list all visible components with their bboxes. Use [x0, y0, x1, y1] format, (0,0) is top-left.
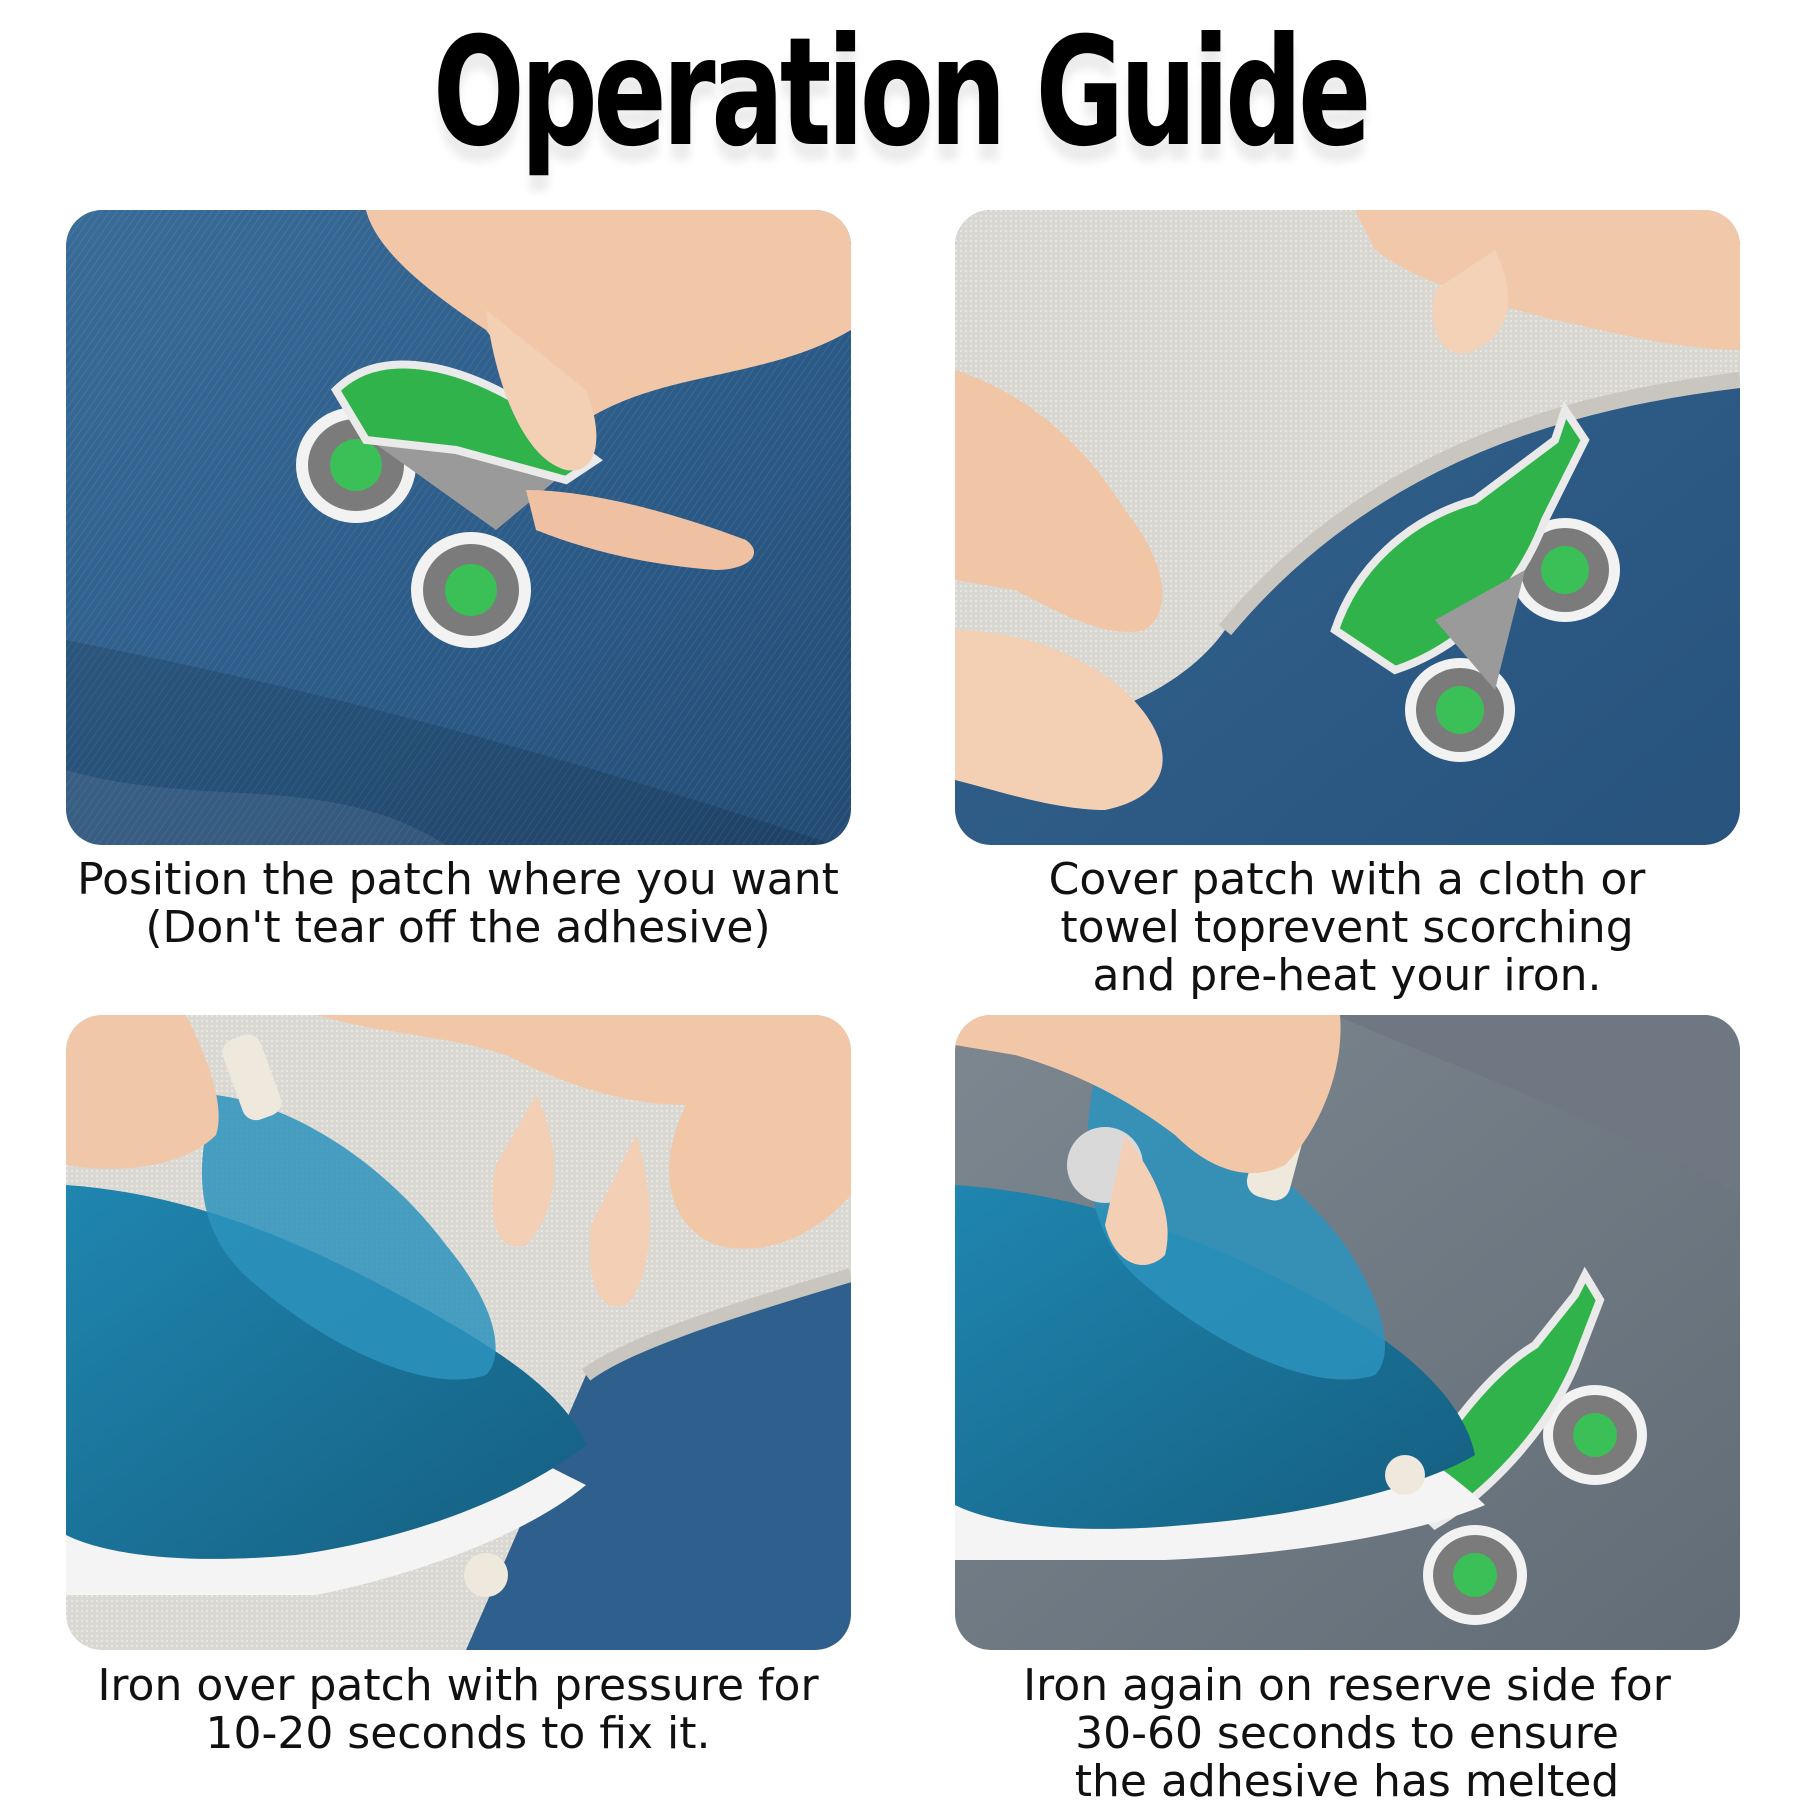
- caption-line: towel toprevent scorching: [1060, 902, 1634, 953]
- caption-line: Cover patch with a cloth or: [1048, 854, 1646, 905]
- step-2-photo: [955, 210, 1740, 845]
- caption-line: Iron again on reserve side for: [1023, 1660, 1671, 1711]
- caption-line: 30-60 seconds to ensure: [1075, 1708, 1619, 1759]
- step-1-caption: [8, 856, 908, 952]
- caption-line: (Don't tear off the adhesive): [145, 902, 771, 953]
- step-1-photo: [66, 210, 851, 845]
- step-3-caption: [8, 1662, 908, 1758]
- caption-line: the adhesive has melted: [1074, 1756, 1620, 1800]
- page-title: Operation Guide: [432, 6, 1368, 180]
- step-4-photo: [955, 1015, 1740, 1650]
- caption-line: Iron over patch with pressure for: [97, 1660, 819, 1711]
- caption-line: and pre-heat your iron.: [1092, 950, 1602, 1001]
- step-4-caption: [897, 1662, 1797, 1800]
- caption-line: Position the patch where you want: [77, 854, 839, 905]
- step-3-photo: [66, 1015, 851, 1650]
- step-2-caption: [897, 856, 1797, 1000]
- caption-line: 10-20 seconds to fix it.: [205, 1708, 711, 1759]
